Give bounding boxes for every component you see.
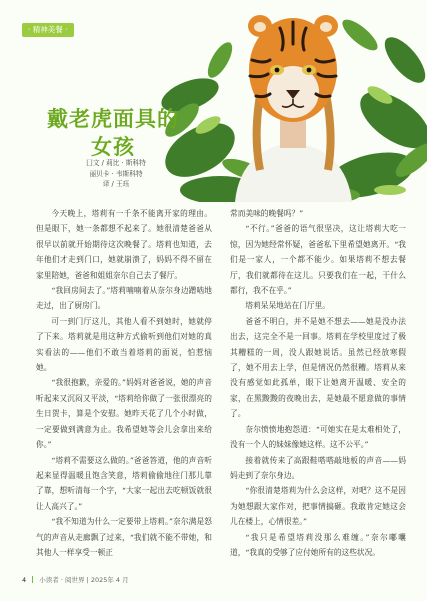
credit-coauthor: 丽贝卡 · 韦斯科特 (89, 169, 143, 178)
paragraph-continued: 常而美味的晚餐吗？” (230, 209, 304, 218)
credit-translator: 译 / 王珏 (102, 180, 130, 188)
paragraph: “你很清楚塔莉为什么会这样，对吧？这不是因为她想跟大家作对，把事情搞砸。我敢肯定她这会儿在楼上，心情很差。” (230, 486, 406, 527)
footer-text: 小读者 · 阅世界 | 2025年 4 月 (39, 576, 129, 584)
article-title-line-2: 女孩 (91, 134, 135, 159)
paragraph: “我回房间去了。”塔莉喃喃着从奈尔身边蹭啮地走过，出了厨房门。 (36, 286, 212, 311)
footer-divider (32, 576, 33, 583)
paragraph: 奈尔愤愤地抱怨道：“可她实在是太难相处了，没有一个人的妹妹像她这样。这不公平。” (230, 424, 406, 450)
paragraph: 可一到门厅这儿，其他人看不到她时，她就停了下来。塔莉就是用这种方式偷听到他们对她的真实看法的——他们不敢当着塔莉的面说，怕惹恼她。 (36, 316, 212, 373)
paragraph: “我只是希望塔莉没那么难缠。”奈尔嘟囔道，“我真的受够了应付她所有的这些状况。 (230, 532, 406, 557)
paragraph: “不行。”爸爸的语气很坚决，这让塔莉大吃一惊，因为她经常怀疑，爸爸私下里希望她离开。“我们是一家人，一个都不能少。如果塔莉不想去餐厅，我们就都待在这儿。只要我们在一起，干什么都行，我不在乎。” (230, 224, 406, 296)
tiger-girl-illustration (160, 0, 427, 202)
paragraph: “我不知道为什么一定要带上塔莉。”奈尔满是怒气的声音从走廊飘了过来，“我们就不能不带她，和其他人一样享受一顿正 (36, 517, 212, 557)
paragraph: 今天晚上，塔莉有一千条不能离开家的理由。但是眼下，她一条都想不起来了。她很清楚爸爸从很早以前就开始期待这次晚餐了。塔莉也知道，去年他们才走到门口，她就崩溃了，妈妈不得不留在家里陪她，爸爸和姐姐奈尔自己去了餐厅。 (36, 209, 212, 280)
page-footer (22, 575, 129, 584)
credits (66, 158, 166, 190)
section-tag: · 精神美餐 · (22, 23, 74, 37)
paragraph: 爸爸不明白，并不是她不想去——她是没办法出去，这完全不是一回事。塔莉在学校里度过了极其糟糕的一周，没人跟她说话。虽然已经放寒假了，她不用去上学，但是情况仍然很糟。塔莉从来没有感觉如此孤单，眼下让她离开温暖、安全的家，在黑黢黢的夜晚出去，是她最不愿意做的事情了。 (230, 316, 406, 419)
page-number: 4 (22, 576, 27, 584)
article-title-line-1: 戴老虎面具的 (47, 106, 179, 131)
paragraph: 接着就传来了高跟鞋嗒嗒敲地板的声音——妈妈走到了奈尔身边。 (230, 455, 406, 480)
paragraph: “塔莉不需要这么做的。”爸爸答道，他的声音听起来显得温暖且饱含笑意，塔莉偷偷地往门那儿靠了靠，想听清每一个字，“大家一起出去吃顿饭就很让人高兴了。” (36, 455, 212, 511)
credit-author: 囗文 / 莉比 · 斯科特 (86, 159, 146, 167)
right-text-column (230, 206, 406, 560)
paragraph: 塔莉呆呆地站在门厅里。 (245, 301, 330, 311)
left-text-column (36, 206, 212, 560)
paragraph: “我很抱歉，亲爱的。”妈妈对爸爸说，她的声音听起来又沉闷又平淡，“塔莉给你做了一张很漂亮的生日贺卡，算是个安慰。她昨天花了几个小时做，一定要做到满意为止。我希望她等会儿会拿出来给你。” (36, 378, 212, 450)
